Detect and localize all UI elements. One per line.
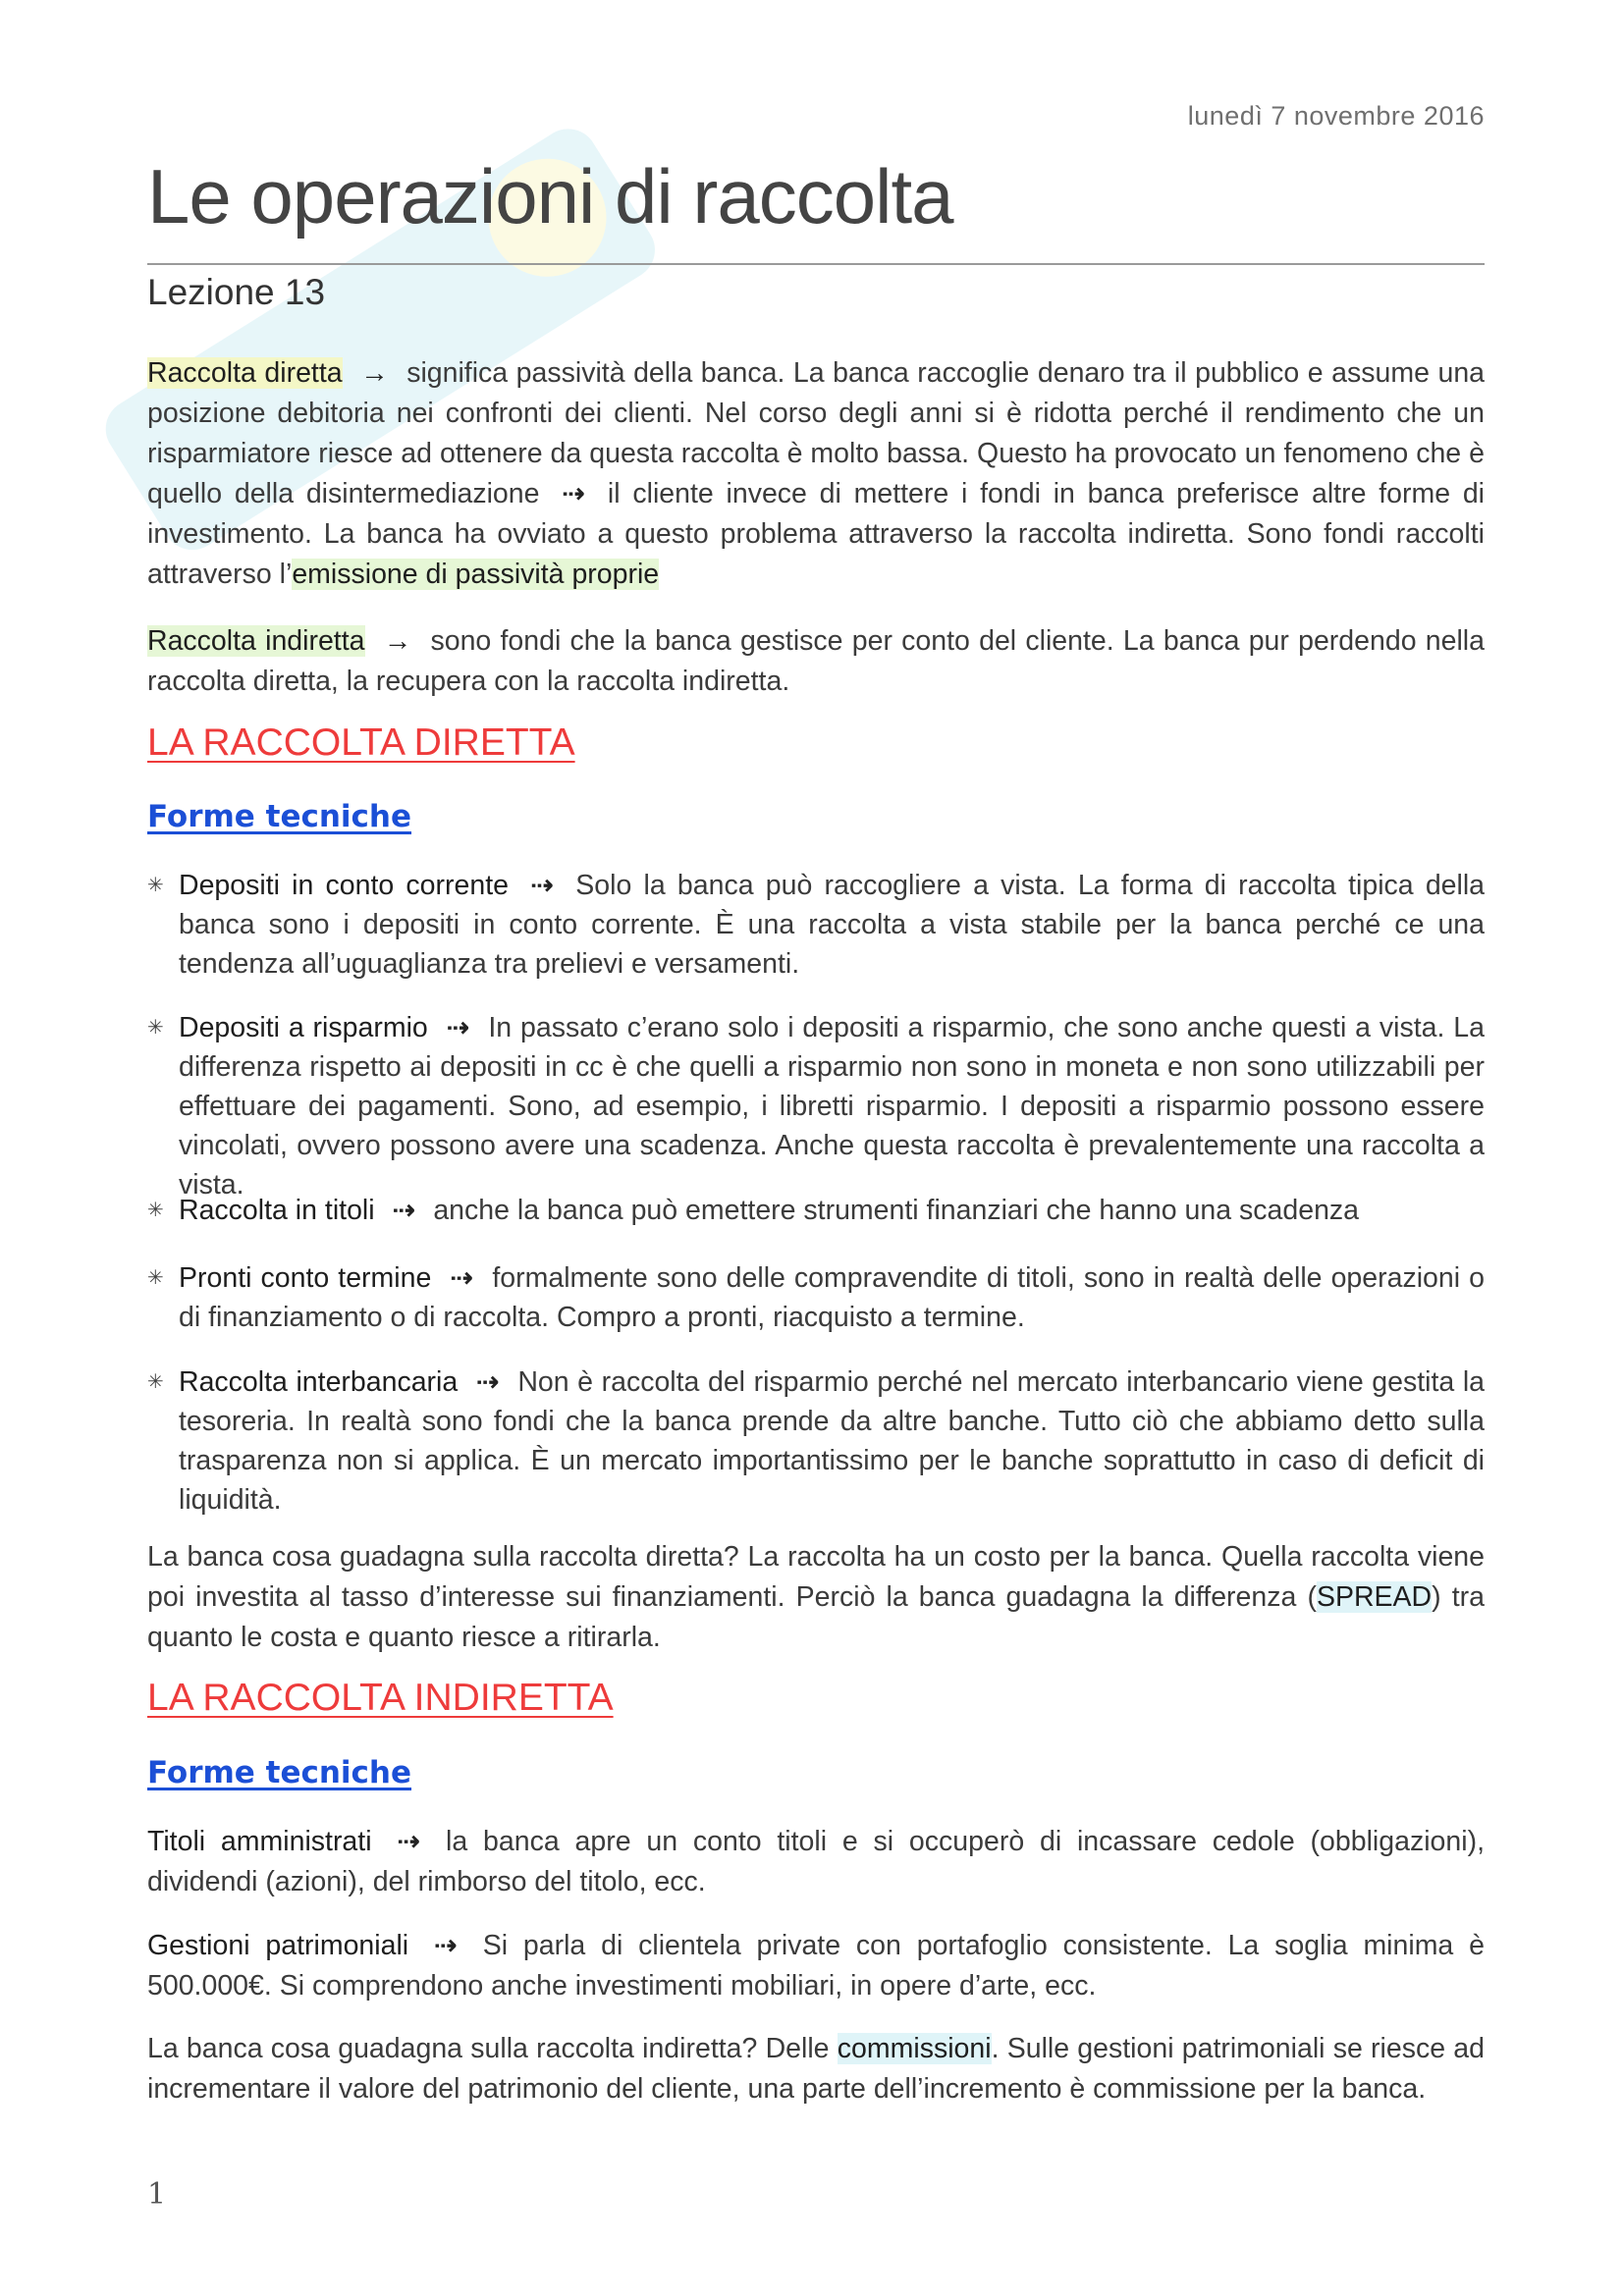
list-item-text — [179, 1362, 1485, 1520]
solid-arrow-icon: → — [360, 357, 389, 389]
list-item-description: formalmente sono delle compravendite di titoli, sono in realtà delle operazioni o di finanziamento o di raccolta. Compro a pronti, riacquisto a termine. — [179, 1262, 1485, 1333]
dashed-arrow-icon: ⇢ — [450, 1262, 474, 1294]
term-raccolta-indiretta: Raccolta indiretta — [147, 625, 365, 657]
list-item-description: anche la banca può emettere strumenti finanziari che hanno una scadenza — [433, 1195, 1360, 1226]
intro-paragraph-direct — [147, 353, 1485, 595]
list-item-description: Si parla di clientela private con portafoglio consistente. La soglia minima è 500.000€. Si comprendono anche investimenti mobiliari, in opere d’arte, ecc. — [147, 1930, 1485, 2002]
highlight-commissioni: commissioni — [837, 2033, 992, 2064]
list-item-description: la banca apre un conto titoli e si occuperò di incassare cedole (obbligazioni), dividendi (azioni), del rimborso del titolo, ecc. — [147, 1826, 1485, 1897]
dashed-arrow-icon: ⇢ — [475, 1366, 500, 1398]
lesson-subtitle: Lezione 13 — [147, 272, 326, 312]
list-item-term: Pronti conto termine — [179, 1262, 432, 1294]
highlight-spread: SPREAD — [1316, 1581, 1433, 1613]
bullet-star-icon: ✳ — [147, 1267, 164, 1289]
list-item-term: Gestioni patrimoniali — [147, 1930, 409, 1961]
paragraph-text: ) tra quanto le costa e quanto riesce a ritirarla. — [147, 1581, 1485, 1653]
section-heading-direct: LA RACCOLTA DIRETTA — [147, 721, 575, 764]
list-item — [147, 1008, 1485, 1204]
bullet-star-icon: ✳ — [147, 1200, 164, 1221]
dashed-arrow-icon: ⇢ — [397, 1826, 421, 1857]
bullet-star-icon: ✳ — [147, 1017, 164, 1039]
term-raccolta-diretta: Raccolta diretta — [147, 357, 343, 389]
document-date: lunedì 7 novembre 2016 — [1187, 101, 1485, 131]
list-item — [147, 1362, 1485, 1520]
list-item-description: In passato c’erano solo i depositi a risparmio, che sono anche questi a vista. La differenza rispetto ai depositi in cc è che quelli a risparmio non sono in moneta e non sono utilizzabili per effettuare dei pagamenti. Sono, ad esempio, i libretti risparmio. I depositi a risparmio possono essere vincolati, ovvero possono avere una scadenza. Anche questa raccolta è prevalentemente una raccolta a vista. — [179, 1012, 1485, 1201]
title-divider — [147, 263, 1485, 265]
list-item — [147, 1258, 1485, 1337]
list-item-description: Solo la banca può raccogliere a vista. La forma di raccolta tipica della banca sono i depositi in conto corrente. È una raccolta a vista stabile per la banca perché ce una tendenza all’uguaglianza tra prelievi e versamenti. — [179, 870, 1486, 980]
intro-paragraph-indirect — [147, 621, 1485, 702]
dashed-arrow-icon: ⇢ — [433, 1930, 458, 1961]
direct-summary-paragraph — [147, 1537, 1485, 1658]
paragraph-text: il cliente invece di mettere i fondi in banca preferisce altre forme di investimento. La banca ha ovviato a questo problema attraverso la raccolta indiretta. Sono fondi raccolti attraverso l’ — [147, 478, 1486, 590]
highlight-emissione: emissione di passività proprie — [292, 559, 660, 590]
dashed-arrow-icon: ⇢ — [530, 870, 555, 901]
list-item-term: Raccolta interbancaria — [179, 1366, 459, 1398]
indirect-item-gestioni — [147, 1926, 1485, 2006]
list-item-term: Depositi in conto corrente — [179, 870, 509, 901]
list-item-text — [179, 1258, 1485, 1337]
bullet-star-icon: ✳ — [147, 1371, 164, 1393]
section-heading-indirect: LA RACCOLTA INDIRETTA — [147, 1677, 614, 1719]
paragraph-text: La banca cosa guadagna sulla raccolta indiretta? Delle — [147, 2033, 830, 2064]
list-item-description: Non è raccolta del risparmio perché nel mercato interbancario viene gestita la tesoreria. In realtà sono fondi che la banca prende da altre banche. Tutto ciò che abbiamo detto sulla trasparenza non si applica. È un mercato importantissimo per le banche soprattutto in caso di deficit di liquidità. — [179, 1366, 1486, 1516]
paragraph-text: sono fondi che la banca gestisce per conto del cliente. La banca pur perdendo nella raccolta diretta, la recupera con la raccolta indiretta. — [147, 625, 1485, 697]
list-item-text — [179, 1191, 1485, 1230]
paragraph-text: La banca cosa guadagna sulla raccolta diretta? La raccolta ha un costo per la banca. Quella raccolta viene poi investita al tasso d’interesse sui finanziamenti. Perciò la banca guadagna la differenza ( — [147, 1541, 1485, 1613]
indirect-item-titoli — [147, 1822, 1485, 1902]
indirect-summary-paragraph — [147, 2029, 1485, 2109]
list-item-text — [179, 1008, 1485, 1204]
dashed-arrow-icon: ⇢ — [446, 1012, 470, 1043]
list-item — [147, 866, 1485, 984]
dashed-arrow-icon: ⇢ — [392, 1195, 416, 1226]
paragraph-text: . Sulle gestioni patrimoniali se riesce ad incrementare il valore del patrimonio del cliente, una parte dell’incremento è commissione per la banca. — [147, 2033, 1485, 2105]
subheading-forme-tecniche: Forme tecniche — [147, 1755, 412, 1790]
list-item-term: Titoli amministrati — [147, 1826, 372, 1857]
list-item-term: Depositi a risparmio — [179, 1012, 428, 1043]
solid-arrow-icon: → — [383, 625, 412, 657]
dashed-arrow-icon: ⇢ — [562, 478, 586, 509]
page-title: Le operazioni di raccolta — [147, 153, 953, 240]
list-item-term: Raccolta in titoli — [179, 1195, 375, 1226]
paragraph-text: significa passività della banca. La banca raccoglie denaro tra il pubblico e assume una posizione debitoria nei confronti dei clienti. Nel corso degli anni si è ridotta perché il rendimento che un risparmiatore riesce ad ottenere da questa raccolta è molto bassa. Questo ha provocato un fenomeno che è quello della disintermediazione — [147, 357, 1486, 509]
list-item-text — [179, 866, 1485, 984]
subheading-forme-tecniche: Forme tecniche — [147, 799, 412, 834]
page-number: 1 — [147, 2177, 167, 2212]
bullet-star-icon: ✳ — [147, 875, 164, 896]
list-item — [147, 1191, 1485, 1230]
